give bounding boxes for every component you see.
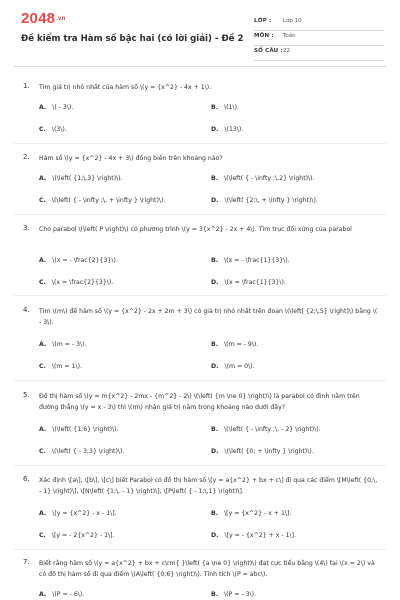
- option-b[interactable]: [211, 104, 239, 111]
- option-text: \( - 3\).: [52, 104, 74, 111]
- option-c[interactable]: [39, 197, 165, 204]
- option-text: \(x = \frac{2}{3}\).: [51, 279, 114, 286]
- info-label: SỐ CÂU :: [254, 48, 283, 54]
- question-stem: Biết rằng hàm số \(y = a{x^2} + bx + c\rm{ }\left( {a \ne 0} \right)\) đạt cực tiểu bằng \(4\) tại \(x = 2\) và có đồ thị hàm số đi qua điểm \(A\left( {0;6} \right)\). Tính tích \(P = abc\).: [39, 560, 375, 578]
- option-text: \(\left( {0; + \infty } \right)\).: [224, 448, 314, 455]
- option-letter: B.: [211, 341, 219, 348]
- option-d[interactable]: [211, 126, 243, 133]
- info-label: LỚP :: [254, 18, 272, 24]
- option-letter: C.: [39, 126, 46, 133]
- option-letter: B.: [211, 104, 219, 111]
- logo-tld: .vn: [56, 16, 66, 23]
- option-letter: D.: [211, 448, 219, 455]
- question-stem: Tìm giá trị nhỏ nhất của hàm số \(y = {x^2} - 4x + 1\).: [39, 84, 212, 91]
- option-letter: B.: [211, 591, 219, 598]
- option-text: \(x = - \frac{1}{3}\).: [224, 257, 290, 264]
- option-letter: C.: [39, 532, 46, 539]
- option-text: \(\left( {2;\, + \infty } \right)\).: [224, 197, 318, 204]
- site-logo[interactable]: [21, 10, 65, 27]
- option-text: \(m = - 3\).: [52, 341, 87, 348]
- option-letter: A.: [39, 104, 47, 111]
- option-text: \(P = - 6\).: [52, 591, 85, 598]
- option-text: \(\left( {1;\,3} \right)\).: [52, 175, 123, 182]
- option-a[interactable]: [39, 426, 119, 433]
- option-a[interactable]: [39, 341, 87, 348]
- option-text: \(3\).: [51, 126, 67, 133]
- option-b[interactable]: [211, 426, 321, 433]
- info-value: Lớp 10: [283, 18, 302, 24]
- option-text: \(\left( {1;6} \right)\).: [52, 426, 119, 433]
- question-divider: [14, 549, 386, 550]
- question-number: 2.: [23, 153, 30, 161]
- option-text: \(m = - 9\).: [224, 341, 259, 348]
- option-b[interactable]: [211, 341, 258, 348]
- option-b[interactable]: [211, 175, 315, 182]
- option-b[interactable]: [211, 510, 291, 517]
- header-divider: [14, 66, 386, 67]
- info-count-row: [254, 46, 384, 61]
- option-text: \(13\).: [224, 126, 244, 133]
- option-text: \(x = \frac{1}{3}\).: [224, 279, 286, 286]
- info-value: Toán: [283, 33, 296, 39]
- info-class-row: [254, 16, 384, 31]
- option-text: \(\left( { - \infty ;\, + \infty } \right)\).: [51, 197, 166, 204]
- option-letter: D.: [211, 363, 219, 370]
- option-letter: C.: [39, 279, 46, 286]
- option-text: \[y = {x^2} - x - 1\].: [52, 510, 117, 517]
- info-label: MÔN :: [254, 33, 274, 39]
- option-letter: B.: [211, 510, 219, 517]
- option-c[interactable]: [39, 448, 124, 455]
- option-letter: D.: [211, 532, 219, 539]
- option-letter: A.: [39, 175, 47, 182]
- question-divider: [14, 465, 386, 466]
- option-letter: C.: [39, 448, 46, 455]
- question-number: 6.: [23, 475, 30, 483]
- question-stem: Đồ thị hàm số \(y = m{x^2} - 2mx - {m^2} - 2\) \(\left( {m \ne 0} \right)\) là parabol có đỉnh nằm trên đường thẳng \(y = x - 3\) thì \(m\) nhận giá trị nằm trong khoảng nào dưới đây?: [39, 393, 360, 411]
- option-c[interactable]: [39, 363, 82, 370]
- question-number: 5.: [23, 391, 30, 399]
- option-d[interactable]: [211, 532, 296, 539]
- option-text: \(m = 0\).: [224, 363, 255, 370]
- option-letter: A.: [39, 257, 47, 264]
- question-divider: [14, 380, 386, 381]
- option-text: \[y = - 2{x^2} - 1\].: [51, 532, 115, 539]
- question-divider: [14, 295, 386, 296]
- page-header: [0, 0, 400, 62]
- option-d[interactable]: [211, 363, 255, 370]
- question-number: 4.: [23, 306, 30, 314]
- option-letter: D.: [211, 197, 219, 204]
- option-letter: B.: [211, 426, 219, 433]
- question-divider: [14, 214, 386, 215]
- option-c[interactable]: [39, 126, 67, 133]
- option-letter: A.: [39, 341, 47, 348]
- option-c[interactable]: [39, 279, 113, 286]
- option-a[interactable]: [39, 591, 84, 598]
- option-letter: D.: [211, 279, 219, 286]
- option-letter: D.: [211, 126, 219, 133]
- option-text: \(m = 1\).: [51, 363, 82, 370]
- option-c[interactable]: [39, 532, 115, 539]
- question-divider: [14, 143, 386, 144]
- option-b[interactable]: [211, 257, 290, 264]
- question-stem: Cho parabol \(\left( P \right)\) có phương trình \(y = 3{x^2} - 2x + 4\). Tìm trục đối xứng của parabol: [39, 226, 352, 233]
- question-number: 7.: [23, 558, 30, 566]
- option-text: \(1\).: [224, 104, 239, 111]
- option-text: \(x = - \frac{2}{3}\).: [52, 257, 118, 264]
- option-d[interactable]: [211, 197, 318, 204]
- option-b[interactable]: [211, 591, 256, 598]
- option-letter: C.: [39, 197, 46, 204]
- option-text: \(\left( { - \infty ;\, - 2} \right)\).: [224, 426, 321, 433]
- option-text: \[y = - {x^2} + x - 1\].: [224, 532, 296, 539]
- exam-info: [254, 16, 384, 61]
- info-value: 22: [283, 48, 290, 54]
- option-text: \(\left( { - 3;3} \right)\).: [51, 448, 125, 455]
- question-number: 3.: [23, 224, 30, 232]
- question-number: 1.: [23, 82, 30, 90]
- option-letter: B.: [211, 175, 219, 182]
- option-letter: A.: [39, 591, 47, 598]
- page-title: Đề kiểm tra Hàm số bậc hai (có lời giải) - Đề 2: [21, 34, 244, 44]
- option-a[interactable]: [39, 257, 118, 264]
- question-stem: Xác định \[a\], \[b\], \[c\] biết Parabol có đồ thị hàm số \[y = a{x^2} + bx + c\] đi qua các điểm \[M\left( {0;\, - 1} \right)\], \[N\left( {1;\, - 1} \right)\], \[P\left( { - 1;\,1} \right)\].: [39, 477, 378, 495]
- logo-text: 2048: [21, 10, 56, 27]
- option-d[interactable]: [211, 279, 286, 286]
- question-stem: Hàm số \(y = {x^2} - 4x + 3\) đồng biến trên khoảng nào?: [39, 155, 223, 162]
- question-stem: Tìm \(m\) để hàm số \(y = {x^2} - 2x + 2m + 3\) có giá trị nhỏ nhất trên đoạn \(\left[ {2;\,5} \right]\) bằng \( - 3\).: [39, 308, 378, 326]
- option-text: \[y = {x^2} - x + 1\].: [224, 510, 292, 517]
- option-a[interactable]: [39, 104, 73, 111]
- option-letter: A.: [39, 510, 47, 517]
- option-letter: A.: [39, 426, 47, 433]
- option-text: \(\left( { - \infty ;\,2} \right)\).: [224, 175, 315, 182]
- option-a[interactable]: [39, 175, 123, 182]
- option-a[interactable]: [39, 510, 117, 517]
- option-text: \(P = - 3\).: [224, 591, 257, 598]
- info-subject-row: [254, 31, 384, 46]
- option-letter: B.: [211, 257, 219, 264]
- option-letter: C.: [39, 363, 46, 370]
- option-d[interactable]: [211, 448, 314, 455]
